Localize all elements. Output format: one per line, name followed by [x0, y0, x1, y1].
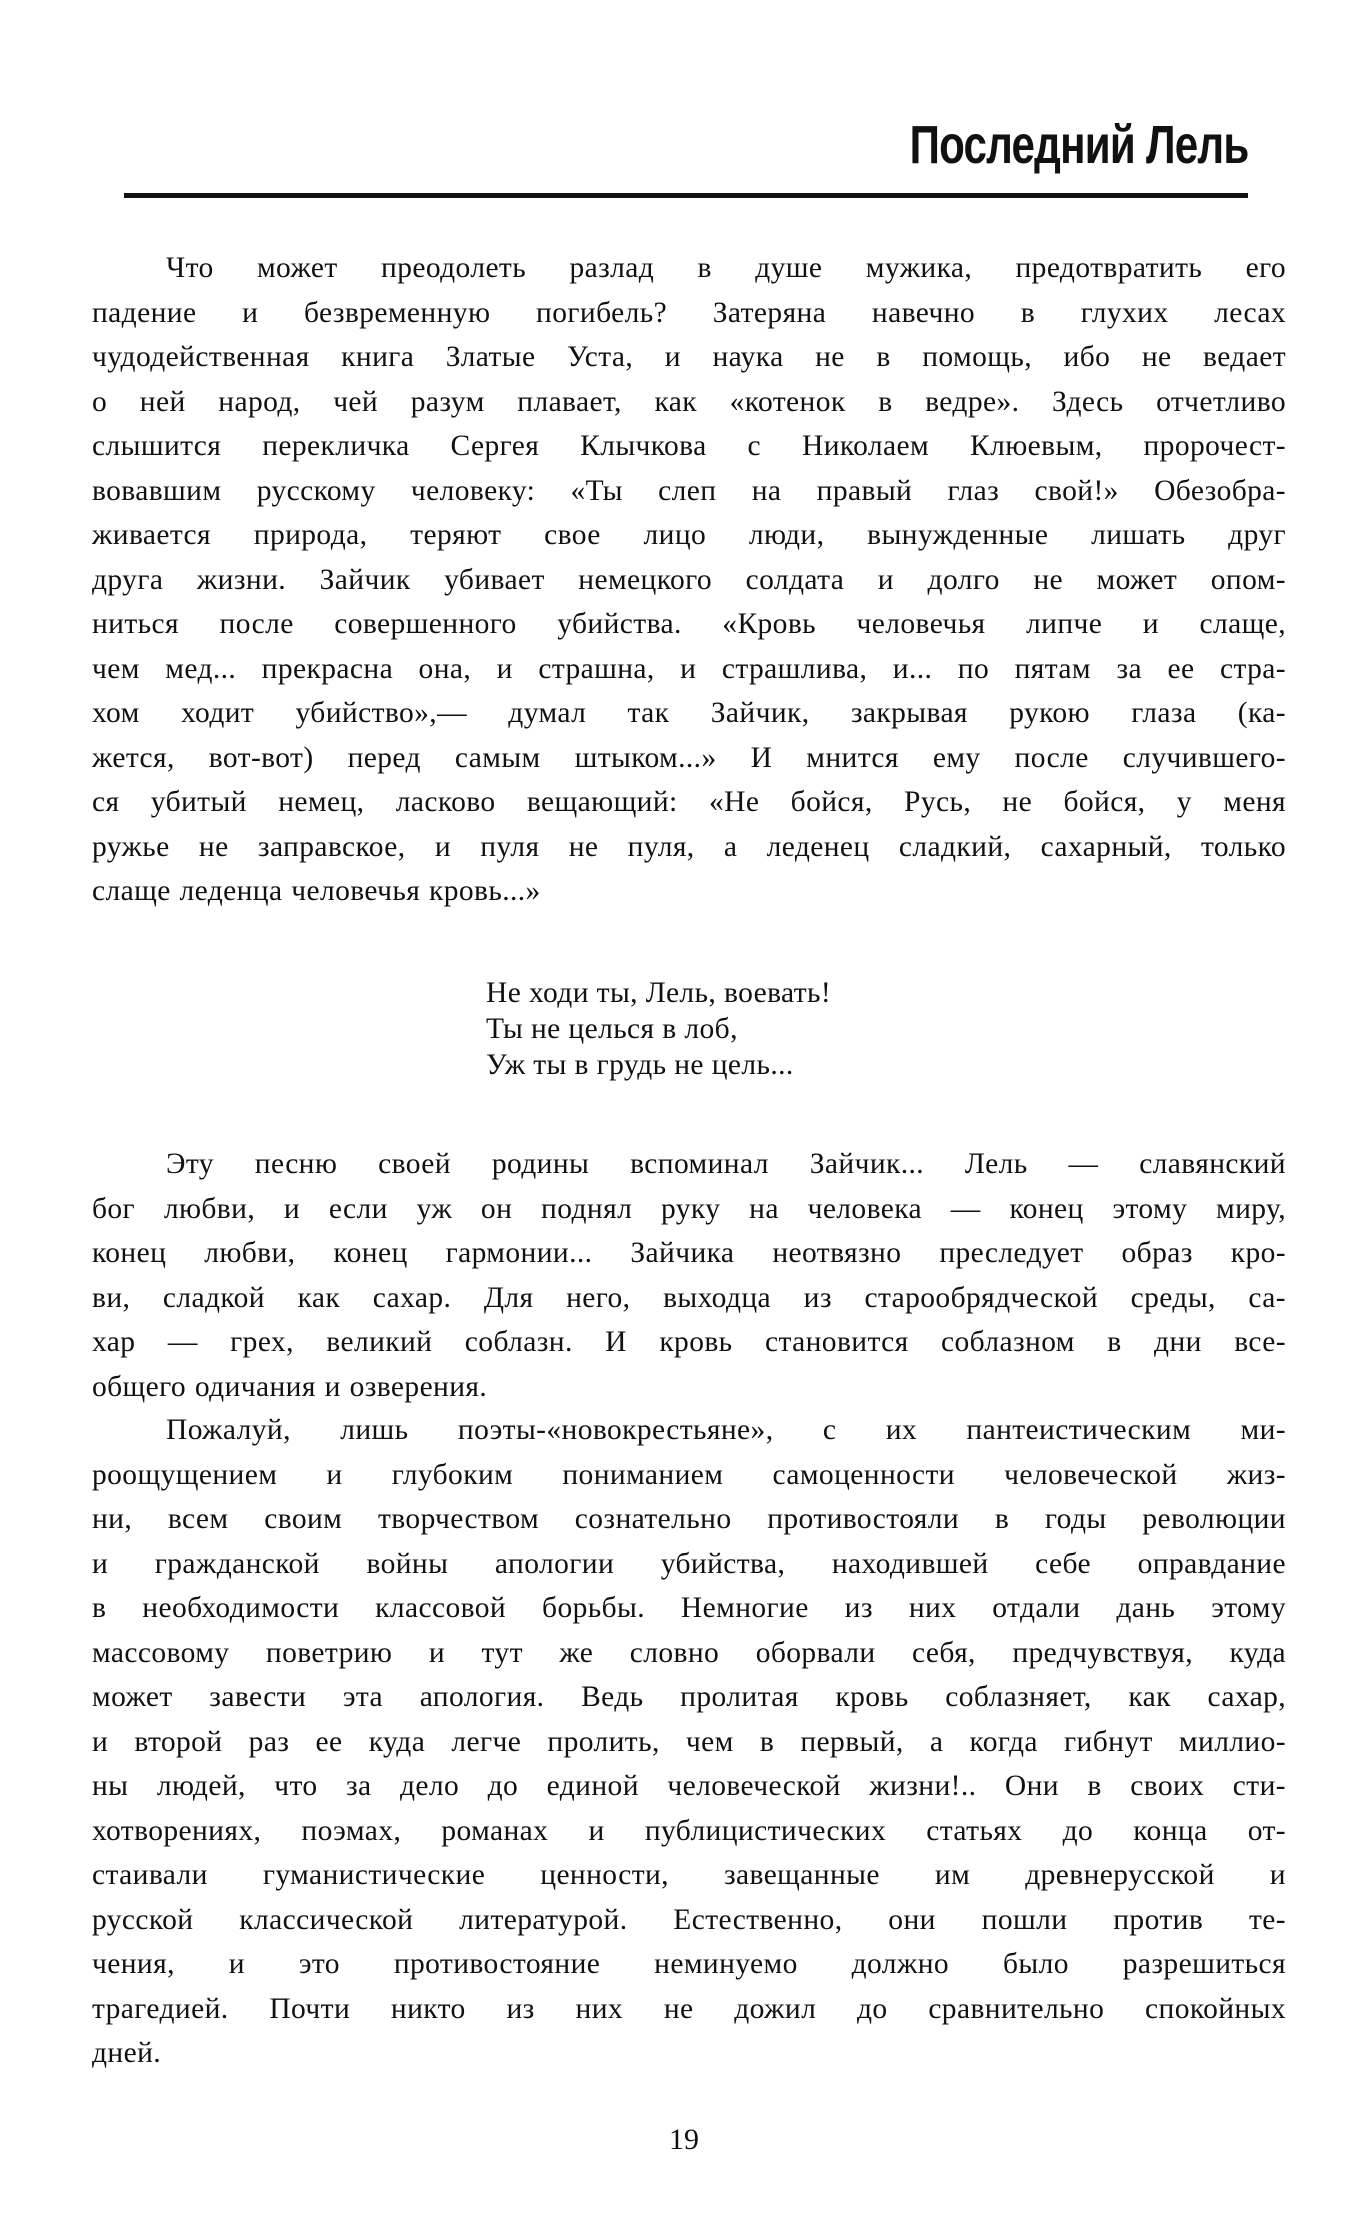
text-line: может завести эта апология. Ведь пролитая кровь соблазняет, как сахар, — [92, 1681, 1286, 1713]
text-line: вовавшим русскому человеку: «Ты слеп на правый глаз свой!» Обезобра- — [92, 474, 1286, 507]
text-line: чудодейственная книга Златые Уста, и наука не в помощь, ибо не ведает — [92, 341, 1286, 373]
text-line: стаивали гуманистические ценности, завещанные им древнерусской и — [92, 1859, 1286, 1891]
text-line: трагедией. Почти никто из них не дожил до сравнительно спокойных — [92, 1992, 1286, 2025]
verse-line: Не ходи ты, Лель, воевать! — [486, 977, 832, 1009]
text-line: слаще леденца человечья кровь...» — [92, 875, 541, 907]
text-line: дней. — [92, 2037, 162, 2069]
verse-quote — [486, 975, 831, 1083]
verse-line: Ты не целься в лоб, — [486, 1013, 738, 1045]
text-line: конец любви, конец гармонии... Зайчика неотвязно преследует образ кро- — [92, 1237, 1286, 1269]
text-line: ви, сладкой как сахар. Для него, выходца из старообрядческой среды, са- — [92, 1281, 1286, 1314]
text-line: друга жизни. Зайчик убивает немецкого солдата и долго не может опом- — [92, 563, 1286, 596]
running-head: Последний Лель — [909, 115, 1248, 175]
text-line: ниться после совершенного убийства. «Кровь человечья липче и слаще, — [92, 608, 1286, 640]
text-line: ни, всем своим творчеством сознательно противостояли в годы революции — [92, 1503, 1286, 1535]
header-rule — [124, 193, 1248, 198]
text-line: жется, вот-вот) перед самым штыком...» И мнится ему после случившего- — [92, 741, 1286, 774]
text-line: Что может преодолеть разлад в душе мужика, предотвратить его — [166, 252, 1286, 284]
paragraph-2 — [92, 1142, 1286, 1409]
text-line: чения, и это противостояние неминуемо должно было разрешиться — [92, 1948, 1286, 1980]
paragraph-1 — [92, 246, 1286, 914]
text-line: массовому поветрию и тут же словно оборвали себя, предчувствуя, куда — [92, 1636, 1286, 1669]
text-line: Эту песню своей родины вспоминал Зайчик... Лель — славянский — [166, 1148, 1286, 1180]
text-line: ся убитый немец, ласково вещающий: «Не бойся, Русь, не бойся, у меня — [92, 786, 1286, 818]
text-line: Пожалуй, лишь поэты-«новокрестьяне», с их пантеистическим ми- — [166, 1414, 1286, 1446]
text-line: и гражданской войны апологии убийства, находившей себе оправдание — [92, 1547, 1286, 1580]
text-line: хотворениях, поэмах, романах и публицистических статьях до конца от- — [92, 1814, 1286, 1847]
text-line: хар — грех, великий соблазн. И кровь становится соблазном в дни все- — [92, 1326, 1286, 1358]
text-line: и второй раз ее куда легче пролить, чем в первый, а когда гибнут миллио- — [92, 1725, 1286, 1758]
verse-line: Уж ты в грудь не цель... — [486, 1049, 794, 1081]
paragraph-3 — [92, 1408, 1286, 2076]
text-line: русской классической литературой. Естественно, они пошли против те- — [92, 1903, 1286, 1936]
text-line: о ней народ, чей разум плавает, как «котенок в ведре». Здесь отчетливо — [92, 385, 1286, 418]
text-line: бог любви, и если уж он поднял руку на человека — конец этому миру, — [92, 1192, 1286, 1225]
text-line: слышится перекличка Сергея Клычкова с Николаем Клюевым, пророчест- — [92, 430, 1286, 462]
text-line: ны людей, что за дело до единой человеческой жизни!.. Они в своих сти- — [92, 1770, 1286, 1802]
text-line: живается природа, теряют свое лицо люди, вынужденные лишать друг — [92, 519, 1286, 551]
page-number: 19 — [669, 2123, 699, 2156]
text-line: хом ходит убийство»,— думал так Зайчик, закрывая рукою глаза (ка- — [92, 697, 1286, 729]
text-line: роощущением и глубоким пониманием самоценности человеческой жиз- — [92, 1458, 1286, 1491]
text-line: ружье не заправское, и пуля не пуля, а леденец сладкий, сахарный, только — [92, 830, 1286, 863]
text-line: чем мед... прекрасна она, и страшна, и страшлива, и... по пятам за ее стра- — [92, 652, 1286, 685]
text-line: падение и безвременную погибель? Затеряна навечно в глухих лесах — [92, 296, 1286, 329]
text-line: в необходимости классовой борьбы. Немногие из них отдали дань этому — [92, 1592, 1286, 1624]
text-line: общего одичания и озверения. — [92, 1370, 488, 1403]
